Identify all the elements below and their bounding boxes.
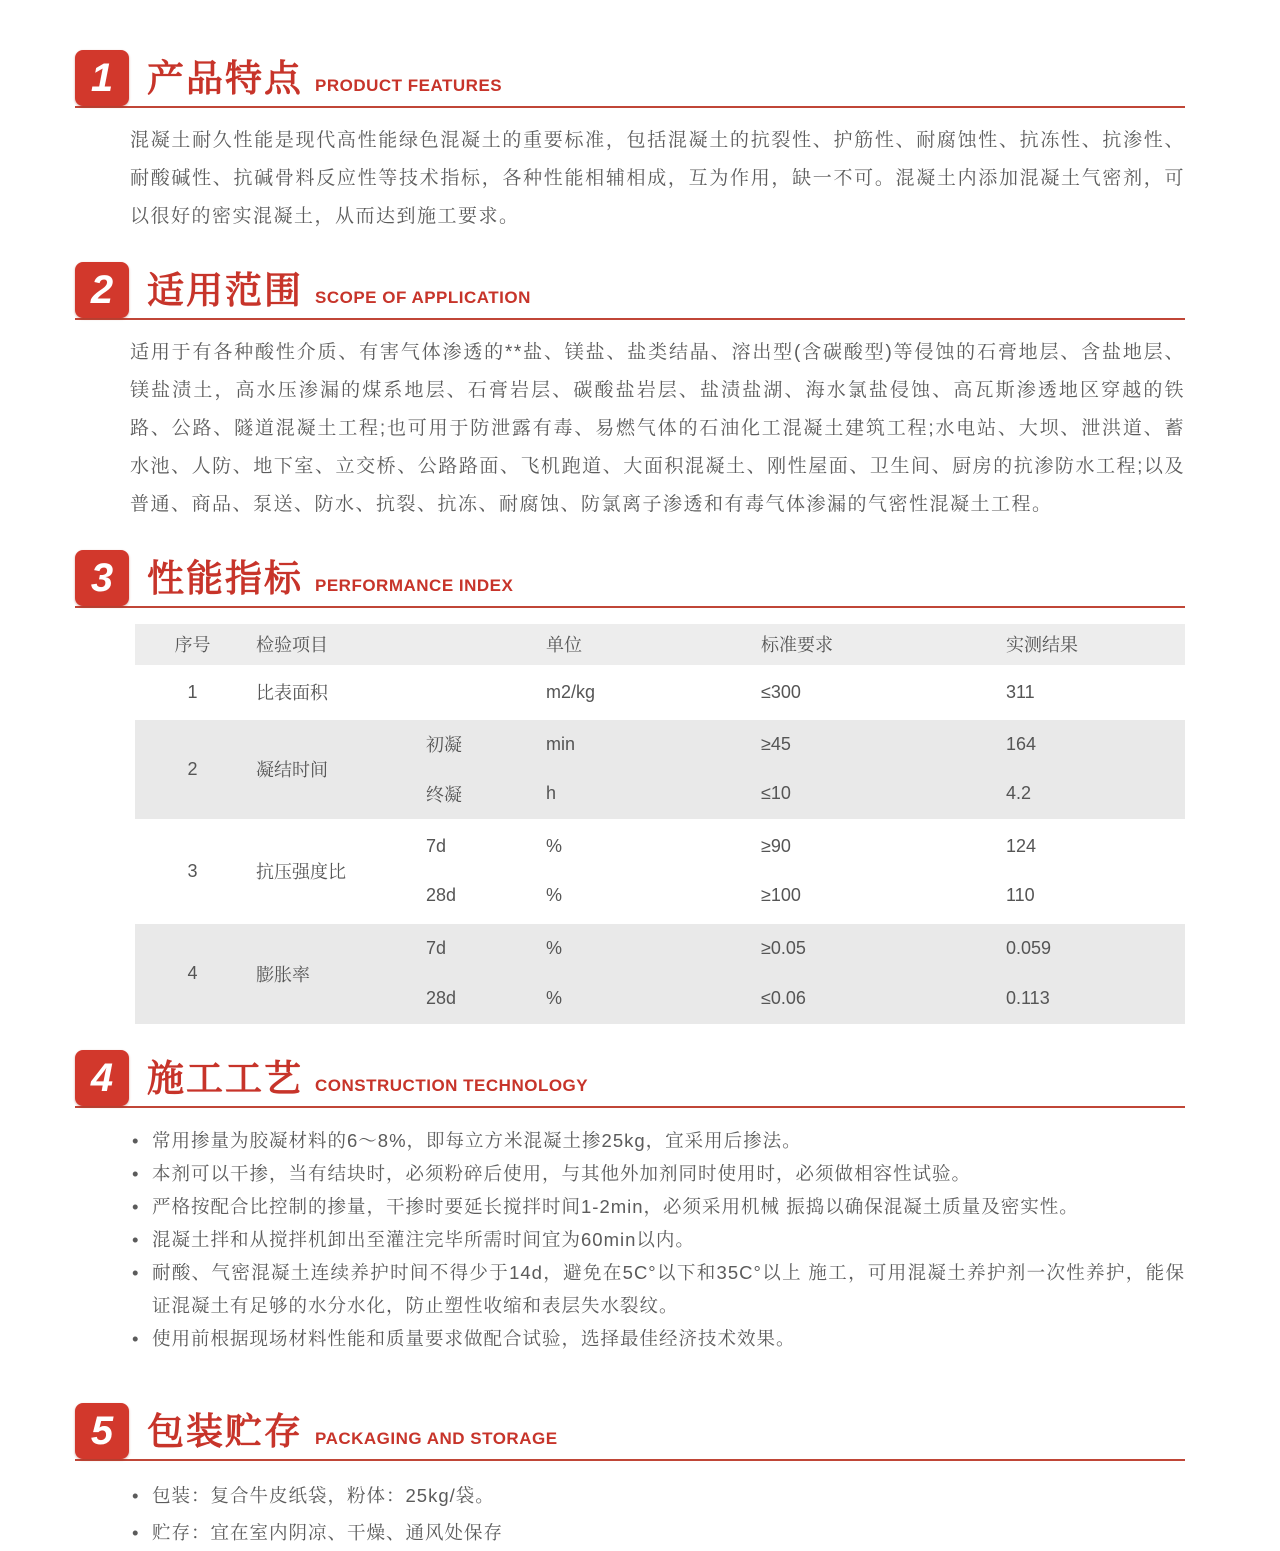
header-cell-result: 实测结果 — [1000, 624, 1185, 666]
section-titles — [147, 548, 513, 602]
section-scope-of-application — [75, 260, 1185, 524]
section-subtitle: CONSTRUCTION TECHNOLOGY — [315, 1076, 589, 1095]
cell-no: 2 — [135, 718, 250, 820]
section-titles — [147, 48, 502, 102]
cell-unit: h — [546, 783, 557, 804]
section-title: 产品特点 — [147, 58, 303, 99]
table-row — [135, 718, 1185, 769]
cell-standard: ≤300 — [761, 681, 801, 702]
section-packaging-storage — [75, 1401, 1185, 1551]
bullet-item: • 包装：复合牛皮纸袋，粉体：25kg/袋。 — [130, 1477, 1185, 1514]
bullet-item: • 混凝土拌和从搅拌机卸出至灌注完毕所需时间宜为60min以内。 — [130, 1223, 1185, 1256]
cell-result: 0.113 — [1006, 988, 1050, 1008]
section-product-features — [75, 48, 1185, 236]
bullet-item: • 常用掺量为胶凝材料的6～8%，即每立方米混凝土掺25kg，宜采用后掺法。 — [130, 1124, 1185, 1157]
cell-sub: 7d — [420, 922, 540, 973]
cell-standard: ≥90 — [755, 820, 1000, 871]
cell-standard: ≥45 — [755, 718, 1000, 769]
cell-item: 抗压强度比 — [250, 820, 420, 922]
section-number-badge: 4 — [75, 1050, 129, 1106]
cell-item: 膨胀率 — [250, 922, 420, 1024]
cell-no: 1 — [187, 681, 198, 702]
header-cell-standard: 标准要求 — [755, 624, 1000, 666]
section-title: 包装贮存 — [147, 1411, 303, 1452]
section-header — [75, 548, 1185, 608]
cell-result: 0.059 — [1000, 922, 1185, 973]
section-header — [75, 48, 1185, 108]
cell-unit: % — [546, 885, 563, 906]
section-subtitle: SCOPE OF APPLICATION — [315, 288, 531, 307]
cell-sub — [420, 666, 540, 718]
cell-result: 4.2 — [1006, 783, 1032, 804]
cell-no: 3 — [135, 820, 250, 922]
section-number-badge: 1 — [75, 50, 129, 106]
cell-standard: ≥100 — [761, 885, 801, 906]
cell-unit: min — [540, 718, 755, 769]
table-header-row — [135, 624, 1185, 666]
bullet-item: • 本剂可以干掺，当有结块时，必须粉碎后使用，与其他外加剂同时使用时，必须做相容性试验。 — [130, 1157, 1185, 1190]
cell-result: 110 — [1006, 885, 1035, 906]
cell-standard: ≥0.05 — [755, 922, 1000, 973]
section-title: 施工工艺 — [147, 1058, 303, 1099]
cell-sub: 28d — [426, 988, 457, 1008]
section-subtitle: PACKAGING AND STORAGE — [315, 1429, 558, 1448]
section-performance-index — [75, 548, 1185, 1024]
section-number-badge: 5 — [75, 1403, 129, 1459]
cell-result: 124 — [1000, 820, 1185, 871]
bullet-item: • 严格按配合比控制的掺量，干掺时要延长搅拌时间1-2min，必须采用机械 振捣以确保混凝土质量及密实性。 — [130, 1190, 1185, 1223]
packaging-bullet-list — [130, 1477, 1185, 1551]
section-construction-technology — [75, 1048, 1185, 1355]
section-paragraph: 混凝土耐久性能是现代高性能绿色混凝土的重要标准，包括混凝土的抗裂性、护筋性、耐腐蚀性、抗冻性、抗渗性、耐酸碱性、抗碱骨料反应性等技术指标，各种性能相辅相成，互为作用，缺一不可。混凝土内添加混凝土气密剂，可以很好的密实混凝土，从而达到施工要求。 — [130, 130, 1185, 227]
cell-unit: % — [540, 820, 755, 871]
cell-sub: 7d — [420, 820, 540, 871]
cell-sub: 终凝 — [426, 784, 462, 805]
table-row — [135, 820, 1185, 871]
cell-result: 164 — [1000, 718, 1185, 769]
bullet-item: • 贮存：宜在室内阴凉、干燥、通风处保存 — [130, 1514, 1185, 1551]
bullet-item: • 耐酸、气密混凝土连续养护时间不得少于14d，避免在5C°以下和35C°以上 施工，可用混凝土养护剂一次性养护，能保证混凝土有足够的水分水化，防止塑性收缩和表层失水裂纹。 — [130, 1256, 1185, 1322]
section-title: 适用范围 — [147, 270, 303, 311]
section-titles — [147, 260, 531, 314]
performance-table — [135, 624, 1185, 1024]
bullet-item: • 使用前根据现场材料性能和质量要求做配合试验，选择最佳经济技术效果。 — [130, 1322, 1185, 1355]
section-header — [75, 260, 1185, 320]
section-subtitle: PRODUCT FEATURES — [315, 76, 503, 95]
table-row — [135, 666, 1185, 718]
section-paragraph: 适用于有各种酸性介质、有害气体渗透的**盐、镁盐、盐类结晶、溶出型(含碳酸型)等侵蚀的石膏地层、含盐地层、镁盐渍土，高水压渗漏的煤系地层、石膏岩层、碳酸盐岩层、盐渍盐湖、海水氯盐侵蚀、高瓦斯渗透地区穿越的铁路、公路、隧道混凝土工程;也可用于防泄露有毒、易燃气体的石油化工混凝土建筑工程;水电站、大坝、泄洪道、蓄水池、人防、地下室、立交桥、公路路面、飞机跑道、大面积混凝土、刚性屋面、卫生间、厨房的抗渗防水工程;以及普通、商品、泵送、防水、抗裂、抗冻、耐腐蚀、防氯离子渗透和有毒气体渗漏的气密性混凝土工程。 — [130, 342, 1185, 515]
cell-sub: 28d — [426, 885, 457, 906]
cell-unit: m2/kg — [546, 681, 596, 702]
cell-result: 311 — [1006, 681, 1035, 702]
section-number-badge: 3 — [75, 550, 129, 606]
cell-item: 凝结时间 — [250, 718, 420, 820]
cell-sub: 初凝 — [420, 718, 540, 769]
performance-table-wrap — [135, 624, 1185, 1024]
header-cell-no: 序号 — [135, 624, 250, 666]
section-header — [75, 1048, 1185, 1108]
header-cell-item: 检验项目 — [250, 624, 540, 666]
construction-bullet-list — [130, 1124, 1185, 1355]
section-titles — [147, 1401, 558, 1455]
section-number-badge: 2 — [75, 262, 129, 318]
cell-no: 4 — [135, 922, 250, 1024]
section-titles — [147, 1048, 588, 1102]
table-row — [135, 922, 1185, 973]
cell-item: 比表面积 — [256, 683, 328, 703]
section-header — [75, 1401, 1185, 1461]
cell-standard: ≤0.06 — [761, 988, 806, 1008]
cell-standard: ≤10 — [761, 783, 791, 804]
cell-unit: % — [540, 922, 755, 973]
section-title: 性能指标 — [147, 558, 303, 599]
section-subtitle: PERFORMANCE INDEX — [315, 576, 514, 595]
cell-unit: % — [546, 988, 563, 1008]
header-cell-unit: 单位 — [540, 624, 755, 666]
